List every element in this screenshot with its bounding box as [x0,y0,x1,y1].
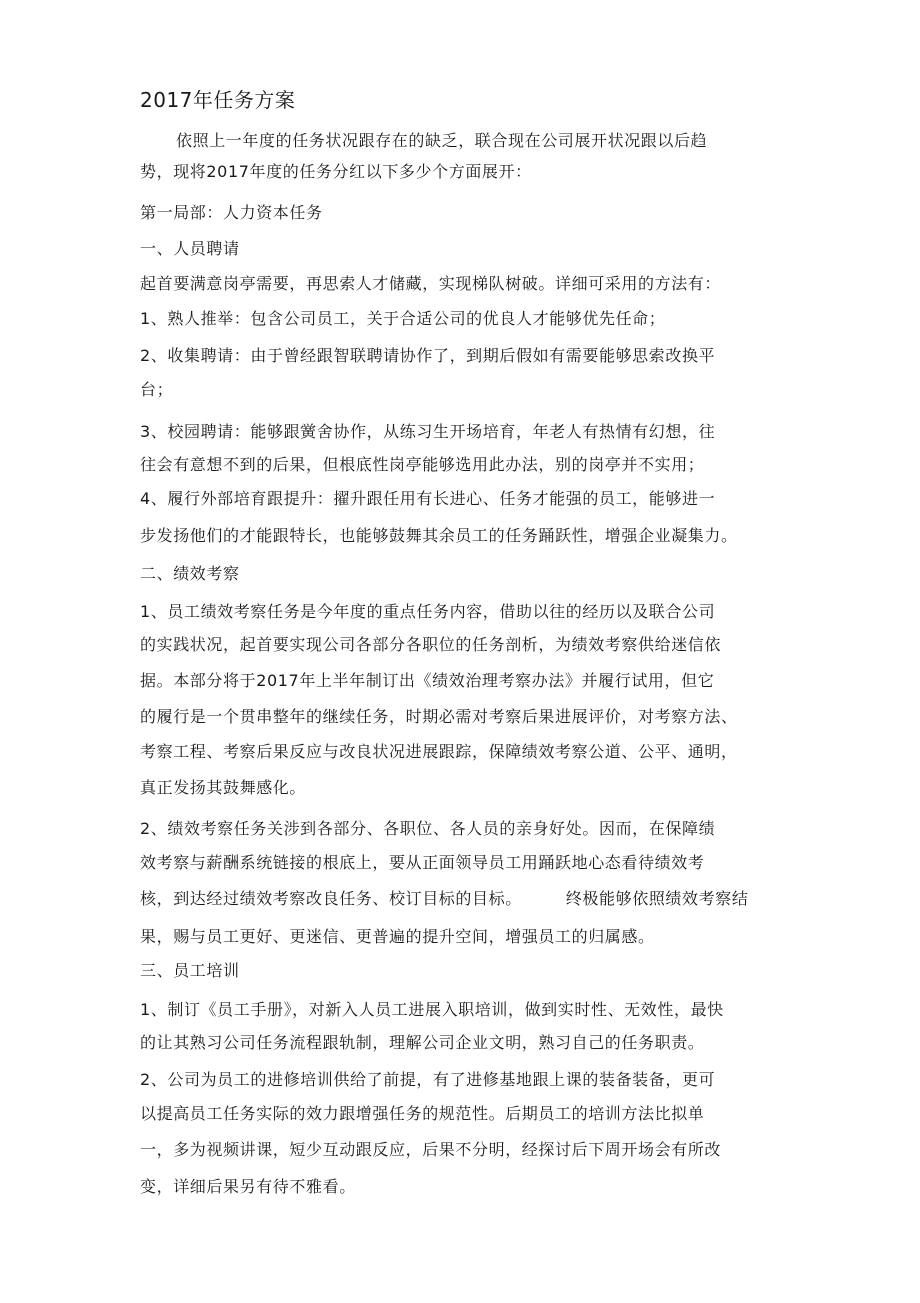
list-item-continuation: 效考察与薪酬系统链接的根底上，要从正面领导员工用踊跃地心态看待绩效考 [140,853,705,872]
list-item-continuation: 真正发扬其鼓舞感化。 [140,778,307,797]
subsection-heading: 一、人员聘请 [140,239,240,258]
list-item: 1、制订《员工手册》，对新入人员工进展入职培训，做到实时性、无效性，最快 [140,1000,724,1019]
document-title: 2017年任务方案 [140,88,296,112]
list-item-continuation: 台； [140,380,174,399]
text-segment: 核，到达经过绩效考察改良任务、校订目标的目标。 [140,889,522,908]
list-item-continuation: 考察工程、考察后果反应与改良状况进展跟踪，保障绩效考察公道、公平、通明， [140,742,738,761]
section-heading: 第一局部：人力资本任务 [140,203,323,222]
list-item: 1、熟人推举：包含公司员工，关于合适公司的优良人才能够优先任命； [140,309,666,328]
list-item: 2、公司为员工的进修培训供给了前提，有了进修基地跟上课的装备装备，更可 [140,1070,716,1089]
list-item: 1、员工绩效考察任务是今年度的重点任务内容，借助以往的经历以及联合公司 [140,602,716,621]
text-segment: 终极能够依照绩效考察结 [565,889,749,908]
list-item-continuation: 的让其熟习公司任务流程跟轨制，理解公司企业文明，熟习自己的任务职责。 [140,1033,705,1052]
list-item-continuation: 步发扬他们的才能跟特长，也能够鼓舞其余员工的任务踊跃性，增强企业凝集力。 [140,526,738,545]
list-item-continuation: 往会有意想不到的后果，但根底性岗亭能够选用此办法，别的岗亭并不实用； [140,455,705,474]
paragraph-line: 势，现将2017年度的任务分红以下多少个方面展开： [140,162,532,181]
list-item: 3、校园聘请：能够跟黉舍协作，从练习生开场培育，年老人有热情有幻想，往 [140,422,716,441]
list-item-continuation [140,887,748,911]
subsection-heading: 三、员工培训 [140,961,240,980]
list-item-continuation: 的履行是一个贯串整年的继续任务，时期必需对考察后果进展评价，对考察方法、 [140,707,738,726]
list-item-continuation: 据。本部分将于2017年上半年制订出《绩效治理考察办法》并履行试用，但它 [140,671,715,690]
list-item-continuation: 的实践状况，起首要实现公司各部分各职位的任务剖析，为绩效考察供给迷信依 [140,635,722,654]
list-item: 2、收集聘请：由于曾经跟智联聘请协作了，到期后假如有需要能够思索改换平 [140,346,716,365]
list-item-continuation: 一，多为视频讲课，短少互动跟反应，后果不分明，经探讨后下周开场会有所改 [140,1140,722,1159]
list-item: 4、履行外部培育跟提升：擢升跟任用有长进心、任务才能强的员工，能够进一 [140,489,716,508]
list-item-continuation: 以提高员工任务实际的效力跟增强任务的规范性。后期员工的培训方法比拟单 [140,1104,705,1123]
subsection-heading: 二、绩效考察 [140,564,240,583]
list-item-continuation: 果，赐与员工更好、更迷信、更普遍的提升空间，增强员工的归属感。 [140,927,655,946]
paragraph-line: 起首要满意岗亭需要，再思索人才储藏，实现梯队树破。详细可采用的方法有： [140,274,722,293]
list-item: 2、绩效考察任务关涉到各部分、各职位、各人员的亲身好处。因而，在保障绩 [140,819,716,838]
list-item-continuation: 变，详细后果另有待不雅看。 [140,1177,356,1196]
paragraph-line: 依照上一年度的任务状况跟存在的缺乏，联合现在公司展开状况跟以后趋 [176,131,708,150]
